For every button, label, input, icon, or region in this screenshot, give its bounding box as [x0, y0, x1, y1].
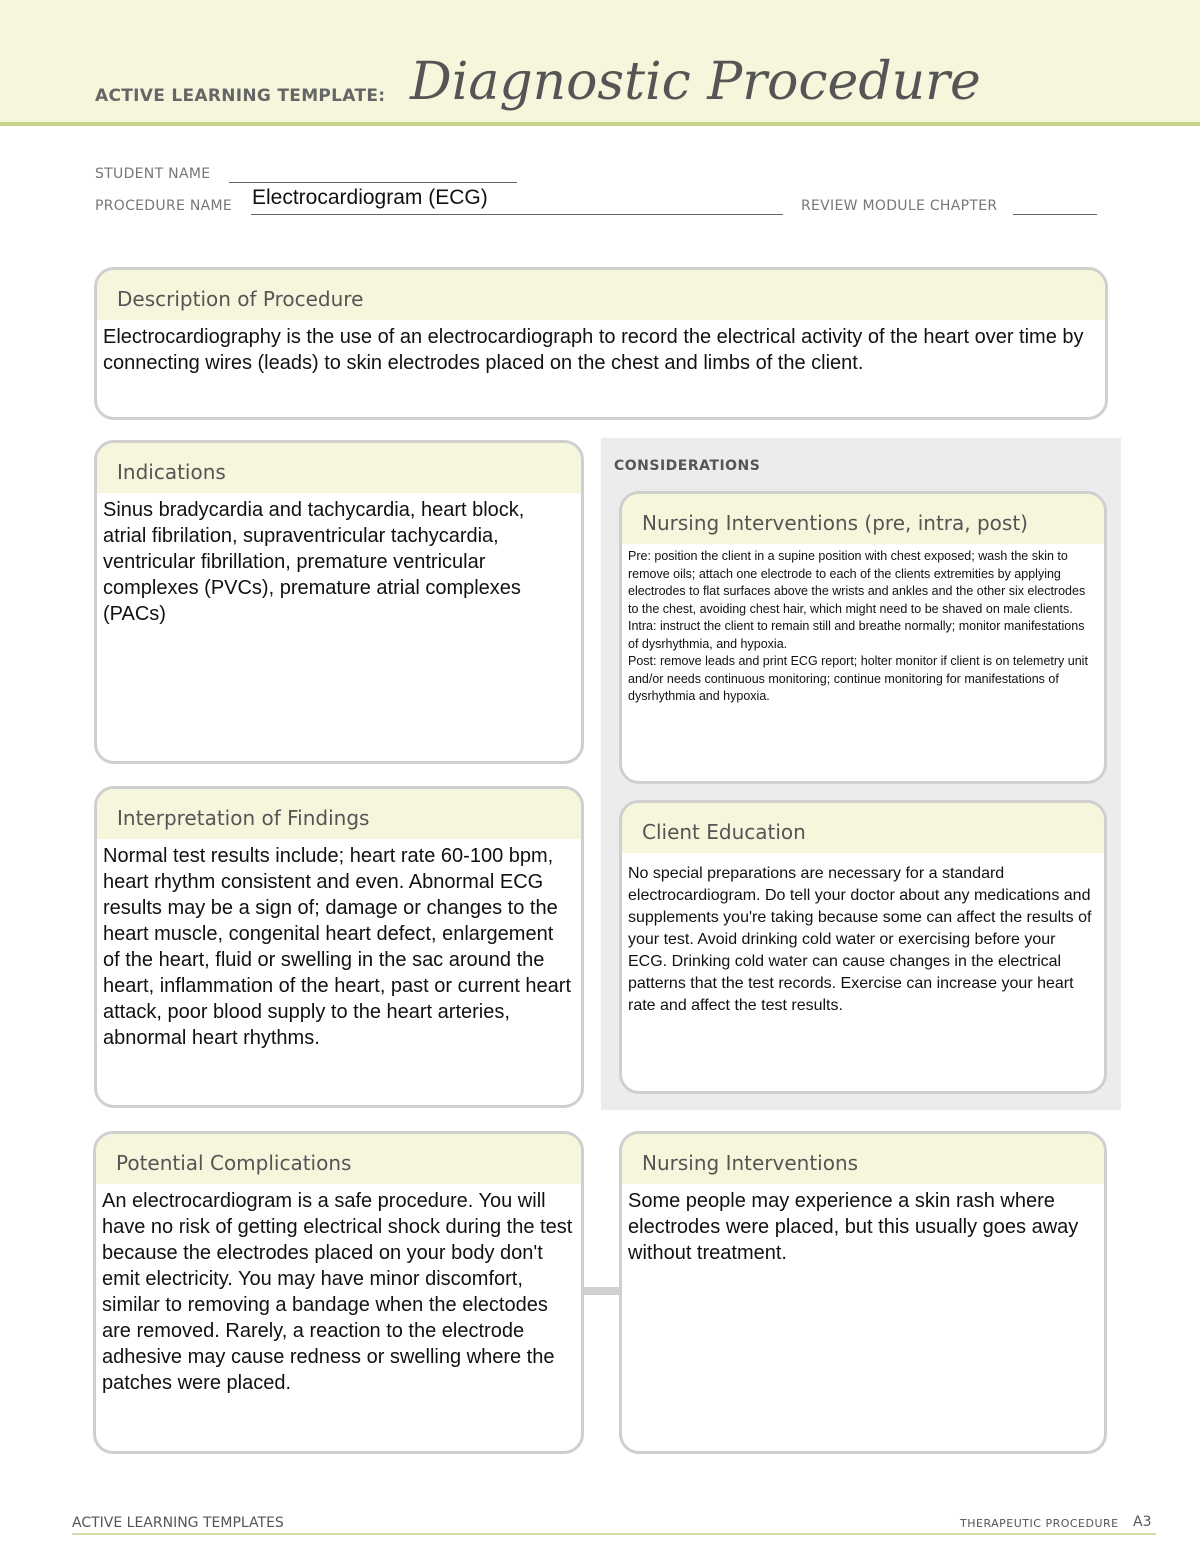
review-module-label: REVIEW MODULE CHAPTER	[801, 198, 998, 214]
description-body: Electrocardiography is the use of an electrocardiograph to record the electrical activity of the heart over time by connecting wires (leads) to skin electrodes placed on the chest and limbs of the client.	[103, 326, 1084, 374]
description-title: Description of Procedure	[97, 270, 1105, 320]
page-number: A3	[1133, 1514, 1152, 1530]
footer-divider	[72, 1533, 1156, 1535]
client-education-box	[619, 800, 1107, 1094]
nursing-interventions-pip-box	[619, 491, 1107, 784]
nursing-interventions-box	[619, 1131, 1107, 1454]
procedure-name-field[interactable]	[251, 214, 783, 215]
student-name-field[interactable]	[229, 182, 517, 183]
nursing-interventions-title: Nursing Interventions	[622, 1134, 1104, 1184]
nursing-interventions-body: Some people may experience a skin rash where electrodes were placed, but this usually goes away without treatment.	[628, 1190, 1079, 1264]
complications-body: An electrocardiogram is a safe procedure. You will have no risk of getting electrical shock during the test because the electrodes placed on your body don't emit electricity. You may have minor discomfort, similar to removing a bandage when the electodes are removed. Rarely, a reaction to the electrode adhesive may cause redness or swelling where the patches were placed.	[102, 1190, 573, 1394]
interpretation-body: Normal test results include; heart rate 60-100 bpm, heart rhythm consistent and even. Abnormal ECG results may be a sign of; damage or changes to the heart muscle, congenital heart defect, enlargement of the heart, fluid or swelling in the sac around the heart, inflammation of the heart, past or current heart attack, poor blood supply to the heart arteries, abnormal heart rhythms.	[103, 845, 572, 1049]
complications-title: Potential Complications	[96, 1134, 581, 1184]
student-name-label: STUDENT NAME	[95, 166, 211, 182]
nursing-interventions-pip-title: Nursing Interventions (pre, intra, post)	[622, 494, 1104, 544]
procedure-name-value: Electrocardiogram (ECG)	[252, 186, 488, 209]
indications-body: Sinus bradycardia and tachycardia, heart block, atrial fibrilation, supraventricular tachycardia, ventricular fibrillation, premature ventricular complexes (PVCs), premature atrial complexes (PACs)	[103, 499, 525, 625]
interpretation-title: Interpretation of Findings	[97, 789, 581, 839]
intra-procedure-text: Intra: instruct the client to remain still and breathe normally; monitor manifestations of dysrhythmia, and hypoxia.	[628, 619, 1085, 651]
page-title: Diagnostic Procedure	[410, 52, 981, 112]
template-label: ACTIVE LEARNING TEMPLATE:	[95, 86, 386, 106]
interpretation-box	[94, 786, 584, 1108]
client-education-title: Client Education	[622, 803, 1104, 853]
box-connector	[582, 1287, 622, 1295]
review-module-field[interactable]	[1013, 214, 1097, 215]
considerations-label: CONSIDERATIONS	[614, 458, 761, 474]
post-procedure-text: Post: remove leads and print ECG report; holter monitor if client is on telemetry unit and/or needs continuous monitoring; continue monitoring for manifestations of dysrhythmia and hypoxia.	[628, 654, 1088, 703]
client-education-body: No special preparations are necessary for a standard electrocardiogram. Do tell your doctor about any medications and supplements you're taking because some can affect the results of your test. Avoid drinking cold water or exercising before your ECG. Drinking cold water can cause changes in the electrical patterns that the test records. Exercise can increase your heart rate and affect the test results.	[628, 865, 1092, 1014]
nursing-interventions-pip-body	[622, 544, 1104, 706]
footer-section-label: THERAPEUTIC PROCEDURE	[960, 1517, 1119, 1530]
footer-left-label: ACTIVE LEARNING TEMPLATES	[72, 1515, 284, 1531]
description-box	[94, 267, 1108, 420]
complications-box	[93, 1131, 584, 1454]
pre-procedure-text: Pre: position the client in a supine position with chest exposed; wash the skin to remove oils; attach one electrode to each of the clients extremities by applying electrodes to flat surfaces above the wrists and ankles and the other six electrodes to the chest, avoiding chest hair, which might need to be shaved on male clients.	[628, 549, 1086, 616]
indications-box	[94, 440, 584, 764]
indications-title: Indications	[97, 443, 581, 493]
procedure-name-label: PROCEDURE NAME	[95, 198, 233, 214]
